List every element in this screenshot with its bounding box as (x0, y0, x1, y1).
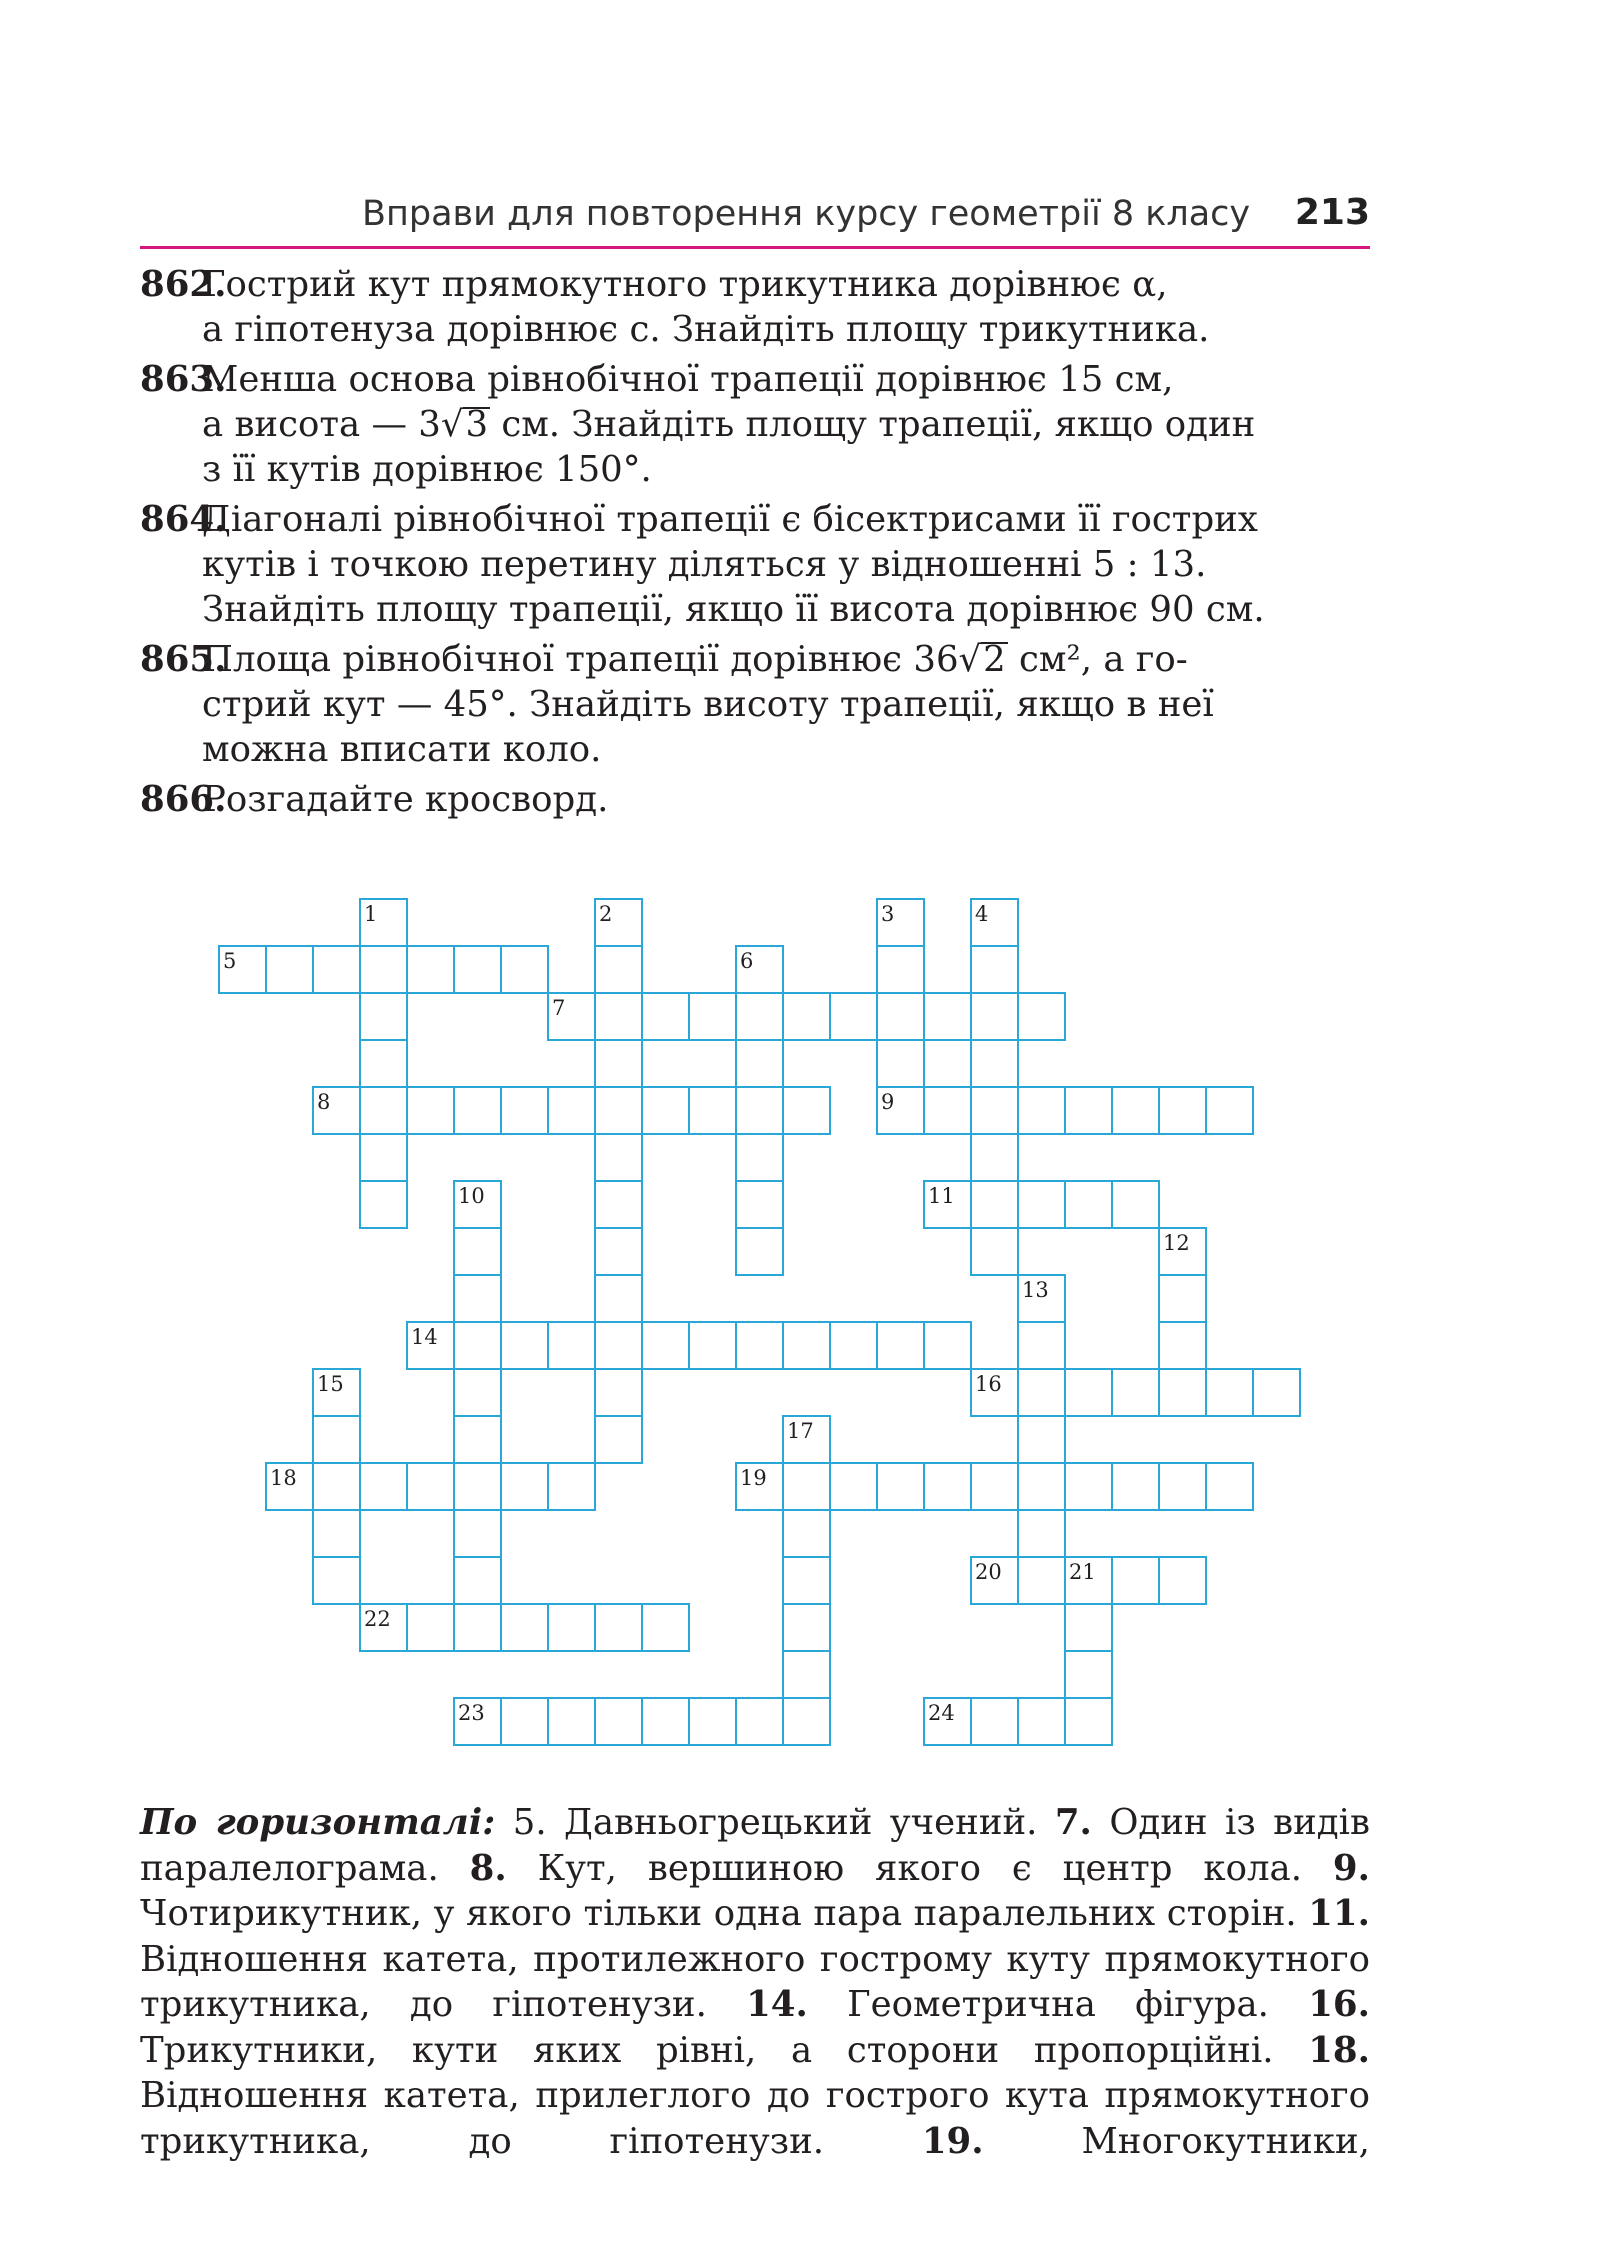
clue-text: Відношення катета, протилежного гострому куту прямокутного трикутника, до гіпотенузи. (140, 1938, 1370, 2025)
crossword-cell (971, 1228, 1018, 1275)
crossword-cell (971, 1040, 1018, 1087)
crossword-cell (689, 1322, 736, 1369)
crossword-cell (454, 1322, 501, 1369)
crossword-cell (642, 1698, 689, 1745)
crossword-cell (360, 946, 407, 993)
crossword-cell (971, 1463, 1018, 1510)
crossword-clue-number: 8 (317, 1090, 331, 1114)
crossword-cell (407, 1463, 454, 1510)
crossword-cell (924, 1463, 971, 1510)
problem-text: Площа рівнобічної трапеції дорівнює 36 (202, 639, 959, 680)
page-number: 213 (1294, 192, 1370, 233)
crossword-cell (548, 1087, 595, 1134)
clue-number: 5. (512, 1802, 547, 1843)
crossword-clue-number: 16 (975, 1372, 1002, 1396)
crossword-cell (454, 1557, 501, 1604)
crossword-cell (877, 993, 924, 1040)
clue-number: 7. (1054, 1802, 1092, 1843)
crossword-cell (548, 1698, 595, 1745)
sqrt-radicand: 3 (465, 404, 489, 445)
problem-number: 862. (140, 264, 227, 305)
crossword-clue-number: 1 (364, 902, 378, 926)
crossword-clue-number: 6 (740, 949, 754, 973)
problem-number: 866. (140, 779, 227, 820)
problem-text: з її кутів дорівнює 150°. (202, 449, 652, 490)
crossword-cell (595, 1040, 642, 1087)
crossword-cell (642, 1322, 689, 1369)
problem-text: стрий кут — 45°. Знайдіть висоту трапеції, якщо в неї (202, 684, 1214, 725)
crossword-cell (1018, 1416, 1065, 1463)
crossword-clue-number: 23 (458, 1701, 485, 1725)
crossword-cell (313, 1510, 360, 1557)
crossword-cell (454, 1604, 501, 1651)
clue-text: Геометрична фігура. (847, 1984, 1269, 2025)
crossword-cell (313, 1463, 360, 1510)
crossword-cell (971, 1698, 1018, 1745)
crossword-cell (1206, 1463, 1253, 1510)
crossword-cell (783, 1322, 830, 1369)
crossword-cell (1018, 1087, 1065, 1134)
crossword-cell (971, 946, 1018, 993)
crossword-clue-number: 10 (458, 1184, 485, 1208)
problem-number: 864. (140, 499, 227, 540)
crossword-cell (1018, 1698, 1065, 1745)
crossword-cell (736, 1698, 783, 1745)
crossword-cell (360, 993, 407, 1040)
problem-number: 865. (140, 639, 227, 680)
crossword-cell (689, 993, 736, 1040)
crossword-cell (407, 1087, 454, 1134)
crossword-cell (595, 1322, 642, 1369)
crossword-cell (595, 1134, 642, 1181)
crossword-cell (736, 1181, 783, 1228)
crossword-cell (266, 946, 313, 993)
problem-text: Діагоналі рівнобічної трапеції є бісектрисами її гострих (202, 499, 1258, 540)
problem-text: можна вписати коло. (202, 729, 602, 770)
crossword-cell (595, 1369, 642, 1416)
clue-text: Трикутники, кути яких рівні, а сторони пропорційні. (140, 2029, 1274, 2071)
clue-text: Чотирикутник, у якого тільки одна пара паралельних сторін. (140, 1893, 1297, 1934)
clue-number: 18. (1308, 2029, 1370, 2071)
clues-block (140, 1800, 1370, 2164)
crossword-cell (501, 1087, 548, 1134)
crossword-cell (595, 1275, 642, 1322)
crossword-cell (971, 1087, 1018, 1134)
crossword-cell (1112, 1463, 1159, 1510)
crossword-cell (1065, 1087, 1112, 1134)
crossword-cell (1159, 1463, 1206, 1510)
crossword-clue-number: 18 (270, 1466, 297, 1490)
crossword-cell (595, 1181, 642, 1228)
crossword-cell (830, 1322, 877, 1369)
sqrt-radicand: 2 (983, 639, 1006, 680)
crossword-cell (736, 1040, 783, 1087)
clue-number: 16. (1308, 1984, 1370, 2025)
crossword-clue-number: 7 (552, 996, 566, 1020)
crossword-cell (736, 1322, 783, 1369)
crossword-cell (971, 993, 1018, 1040)
crossword-cell (642, 1604, 689, 1651)
crossword-cell (595, 993, 642, 1040)
crossword-cell (360, 1087, 407, 1134)
crossword-cell (1065, 1463, 1112, 1510)
crossword-cell (1065, 1181, 1112, 1228)
crossword-cell (1112, 1181, 1159, 1228)
crossword-cell (313, 946, 360, 993)
crossword-cell (924, 1322, 971, 1369)
crossword-cell (924, 1087, 971, 1134)
crossword-cell (454, 1416, 501, 1463)
crossword-cell (548, 1463, 595, 1510)
crossword-cell (1206, 1087, 1253, 1134)
crossword-cell (548, 1604, 595, 1651)
crossword-cell (1018, 1557, 1065, 1604)
crossword-cell (783, 1698, 830, 1745)
crossword-cell (595, 946, 642, 993)
clue-text: Многокутники, (1081, 2120, 1370, 2162)
crossword-clue-number: 22 (364, 1607, 391, 1631)
clue-number: 19. (921, 2120, 984, 2162)
crossword-cell (1065, 1651, 1112, 1698)
crossword-cell (595, 1087, 642, 1134)
crossword-cell (407, 1604, 454, 1651)
crossword-cell (1018, 1322, 1065, 1369)
crossword-cell (783, 1510, 830, 1557)
clue-text: Давньогрецький учений. (564, 1802, 1038, 1843)
crossword-cell (1253, 1369, 1300, 1416)
crossword-cell (642, 993, 689, 1040)
crossword-cell (454, 1463, 501, 1510)
problem-text: Знайдіть площу трапеції, якщо її висота дорівнює 90 см. (202, 589, 1265, 630)
crossword-cell (595, 1604, 642, 1651)
crossword-cell (1112, 1087, 1159, 1134)
crossword-cell (736, 1134, 783, 1181)
problem-text: см², а го- (1007, 639, 1188, 680)
clue-text: Кут, вершиною якого є центр кола. (537, 1847, 1302, 1889)
crossword-cell (877, 1322, 924, 1369)
crossword-cell (454, 1510, 501, 1557)
crossword-cell (783, 1087, 830, 1134)
crossword-cell (1206, 1369, 1253, 1416)
crossword-clue-number: 9 (881, 1090, 895, 1114)
crossword-cell (360, 1040, 407, 1087)
crossword-cell (1018, 1369, 1065, 1416)
crossword-clue-number: 3 (881, 902, 895, 926)
crossword-cell (1018, 1181, 1065, 1228)
crossword-cell (830, 1463, 877, 1510)
crossword-cell (360, 1134, 407, 1181)
clue-number: 11. (1308, 1893, 1370, 1934)
crossword-cell (1112, 1369, 1159, 1416)
clues-heading: По горизонталі: (140, 1802, 496, 1843)
crossword-cell (830, 993, 877, 1040)
sqrt-sign: √3 (440, 404, 489, 445)
crossword-cell (1065, 1369, 1112, 1416)
crossword-clue-number: 20 (975, 1560, 1002, 1584)
crossword-cell (689, 1698, 736, 1745)
crossword-cell (736, 993, 783, 1040)
crossword-cell (548, 1322, 595, 1369)
crossword-cell (877, 946, 924, 993)
crossword-cell (313, 1416, 360, 1463)
crossword-cell (501, 946, 548, 993)
problem-text: Розгадайте кросворд. (202, 779, 609, 820)
crossword-cell (1112, 1557, 1159, 1604)
crossword-clue-number: 21 (1069, 1560, 1096, 1584)
crossword-cell (501, 1322, 548, 1369)
crossword-cell (1159, 1369, 1206, 1416)
crossword-cell (595, 1698, 642, 1745)
crossword-cell (689, 1087, 736, 1134)
crossword-cell (642, 1087, 689, 1134)
crossword-cell (454, 1275, 501, 1322)
crossword-cell (1159, 1322, 1206, 1369)
crossword-cell (454, 1087, 501, 1134)
running-title: Вправи для повторення курсу геометрії 8 класу (362, 194, 1251, 234)
sqrt-sign: √2 (958, 639, 1006, 680)
crossword-cell (783, 1651, 830, 1698)
problem-number: 863. (140, 359, 227, 400)
crossword-cell (454, 946, 501, 993)
crossword-clue-number: 13 (1022, 1278, 1049, 1302)
problem-text: см. Знайдіть площу трапеції, якщо один (490, 404, 1256, 445)
crossword-cell (1159, 1087, 1206, 1134)
crossword-clue-number: 11 (928, 1184, 955, 1208)
crossword-cell (1018, 993, 1065, 1040)
clue-number: 9. (1332, 1847, 1370, 1889)
crossword-clue-number: 17 (787, 1419, 814, 1443)
crossword-clue-number: 12 (1163, 1231, 1190, 1255)
crossword-cell (595, 1228, 642, 1275)
crossword-clue-number: 5 (223, 949, 237, 973)
crossword-cell (454, 1369, 501, 1416)
crossword-cell (736, 1228, 783, 1275)
crossword-cell (360, 1463, 407, 1510)
crossword-cell (501, 1463, 548, 1510)
crossword-cell (407, 946, 454, 993)
crossword-cell (783, 1604, 830, 1651)
crossword-cell (1159, 1275, 1206, 1322)
crossword-cell (501, 1698, 548, 1745)
crossword-cell (971, 1134, 1018, 1181)
problem-text: а гіпотенуза дорівнює c. Знайдіть площу трикутника. (202, 309, 1210, 350)
crossword-clue-number: 2 (599, 902, 613, 926)
crossword-cell (454, 1228, 501, 1275)
problem-text: а висота — 3 (202, 404, 441, 445)
crossword-cell (783, 1463, 830, 1510)
crossword-cell (1159, 1557, 1206, 1604)
crossword-cell (1018, 1463, 1065, 1510)
clue-text: Відношення катета, прилеглого до гострого кута прямокутного трикутника, до гіпотенузи. (140, 2075, 1370, 2162)
crossword-clue-number: 14 (411, 1325, 438, 1349)
crossword-clue-number: 19 (740, 1466, 767, 1490)
crossword-cell (1065, 1698, 1112, 1745)
crossword-cell (360, 1181, 407, 1228)
crossword-cell (595, 1416, 642, 1463)
crossword-cell (877, 1040, 924, 1087)
crossword-cell (971, 1181, 1018, 1228)
crossword-cell (1065, 1604, 1112, 1651)
crossword-cell (783, 993, 830, 1040)
crossword-cell (877, 1463, 924, 1510)
clue-text: Один із видів паралелограма. (140, 1802, 1370, 1889)
crossword-clue-number: 4 (975, 902, 989, 926)
crossword-cell (924, 993, 971, 1040)
problem-text: Менша основа рівнобічної трапеції дорівнює 15 см, (202, 359, 1174, 400)
crossword-clue-number: 24 (928, 1701, 955, 1725)
problem-text: Гострий кут прямокутного трикутника дорівнює α, (202, 264, 1168, 305)
problem-text: кутів і точкою перетину діляться у відношенні 5 : 13. (202, 544, 1207, 585)
crossword-cell (783, 1557, 830, 1604)
clue-number: 8. (469, 1847, 507, 1889)
crossword-cell (501, 1604, 548, 1651)
clue-number: 14. (746, 1984, 808, 2025)
crossword-cell (736, 1087, 783, 1134)
crossword-clue-number: 15 (317, 1372, 344, 1396)
crossword-cell (313, 1557, 360, 1604)
crossword-cell (1018, 1510, 1065, 1557)
